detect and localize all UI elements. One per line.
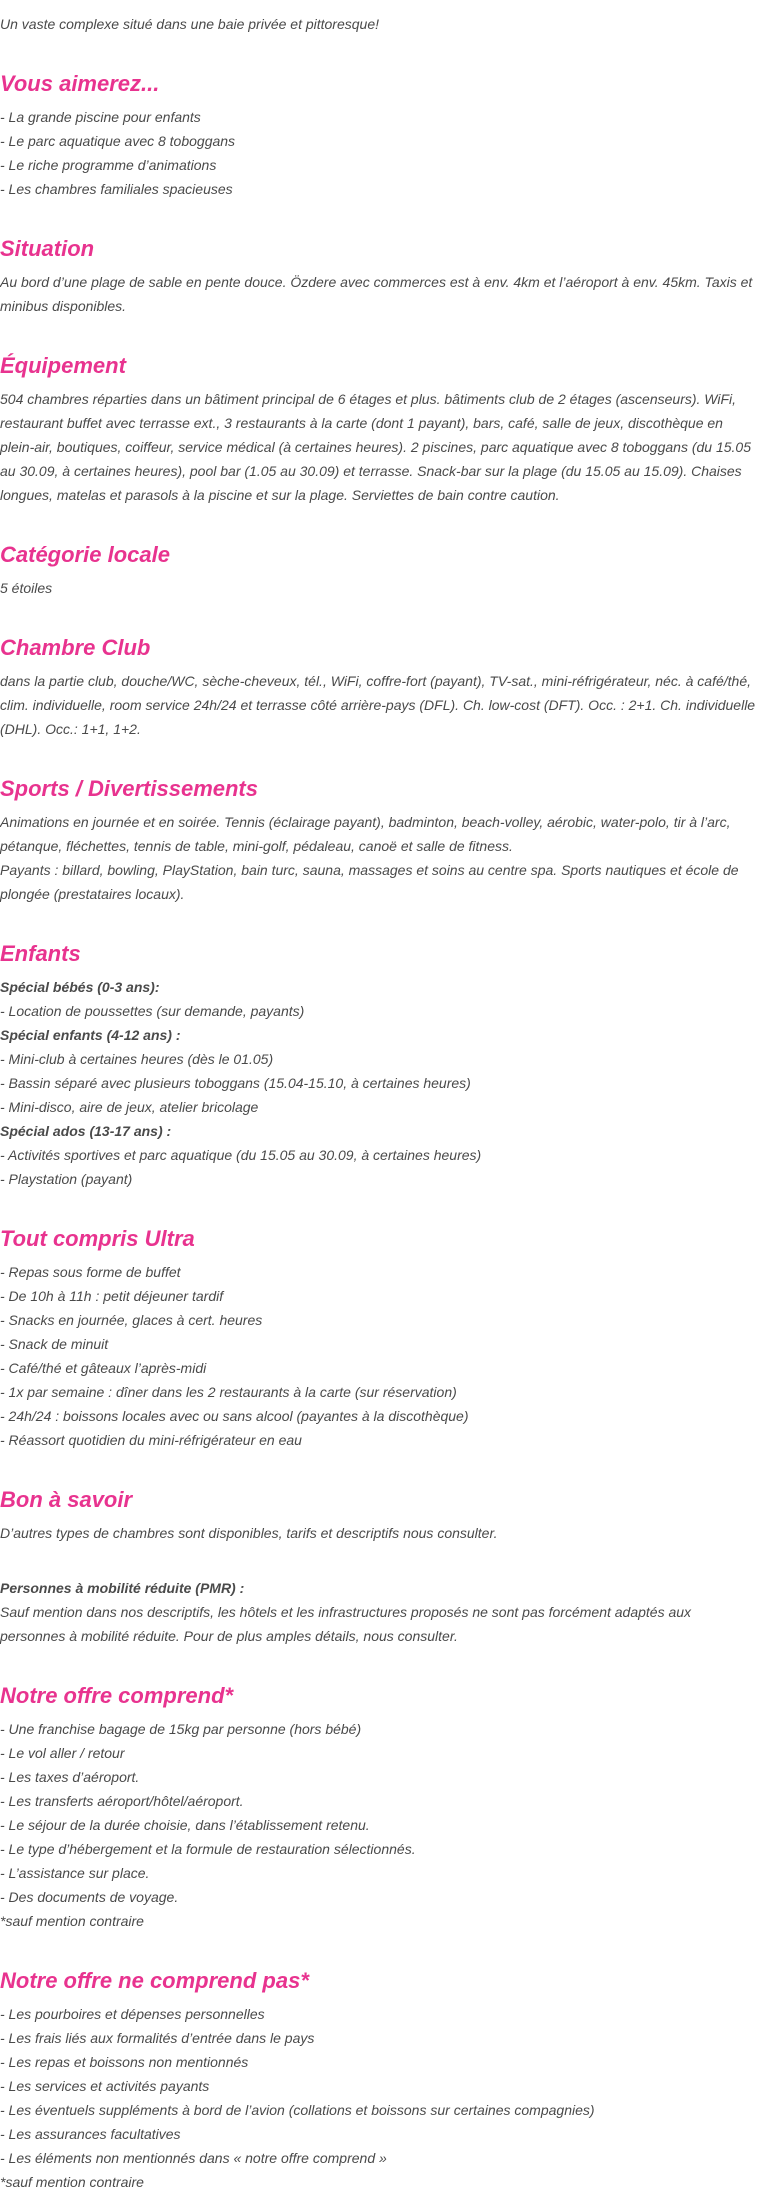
list-item: - 24h/24 : boissons locales avec ou sans alcool (payantes à la discothèque) (0, 1408, 469, 1424)
section-highlights (0, 70, 758, 201)
list-item: - La grande piscine pour enfants (0, 109, 201, 125)
section-title: Vous aimerez... (0, 71, 160, 96)
section-text: 504 chambres réparties dans un bâtiment principal de 6 étages et plus. bâtiments club de 2 étages (ascenseurs). WiFi, restaurant buffet avec terrasse ext., 3 restaurants à la carte (dont 1 payant), bars, café, salle de jeux, discothèque en plein-air, boutiques, coiffeur, service médical (à certaines heures). 2 piscines, parc aquatique avec 8 toboggans (du 15.05 au 30.09, à certaines heures), pool bar (1.05 au 30.09) et terrasse. Snack-bar sur la plage (du 15.05 au 15.09). Chaises longues, matelas et parasols à la piscine et sur la plage. Serviettes de bain contre caution. (0, 391, 751, 503)
section-situation (0, 235, 758, 318)
list-item: - Les éléments non mentionnés dans « notre offre comprend » (0, 2150, 387, 2166)
list-item: - Les frais liés aux formalités d’entrée dans le pays (0, 2030, 315, 2046)
list-item: - Café/thé et gâteaux l’après-midi (0, 1360, 207, 1376)
list-item: - De 10h à 11h : petit déjeuner tardif (0, 1288, 224, 1304)
list-item: - Les assurances facultatives (0, 2126, 181, 2142)
list-item: - Snacks en journée, glaces à cert. heures (0, 1312, 263, 1328)
section-text: 5 étoiles (0, 580, 53, 596)
section-body (0, 975, 758, 1191)
section-text: Au bord d’une plage de sable en pente douce. Özdere avec commerces est à env. 4km et l’aéroport à env. 45km. Taxis et minibus disponibles. (0, 274, 753, 314)
section-body (0, 2002, 758, 2194)
list-item: - Les pourboires et dépenses personnelles (0, 2006, 265, 2022)
list-item: - Des documents de voyage. (0, 1889, 179, 1905)
paragraph: Sauf mention dans nos descriptifs, les hôtels et les infrastructures proposés ne sont pas forcément adaptés aux personnes à mobilité réduite. Pour de plus amples détails, nous consulter. (0, 1604, 692, 1644)
section-body (0, 1521, 758, 1648)
subheading: Spécial enfants (4-12 ans) : (0, 1027, 181, 1043)
paragraph: D’autres types de chambres sont disponibles, tarifs et descriptifs nous consulter. (0, 1525, 498, 1541)
list-item: - L’assistance sur place. (0, 1865, 150, 1881)
list-item: - Repas sous forme de buffet (0, 1264, 181, 1280)
section-offer-includes (0, 1682, 758, 1933)
list-item: - Snack de minuit (0, 1336, 109, 1352)
paragraph: Payants : billard, bowling, PlayStation, bain turc, sauna, massages et soins au centre spa. Sports nautiques et école de plongée (prestataires locaux). (0, 862, 739, 902)
section-children (0, 940, 758, 1191)
section-good-to-know (0, 1486, 758, 1648)
list-item: - Les transferts aéroport/hôtel/aéroport. (0, 1793, 244, 1809)
list-item: - 1x par semaine : dîner dans les 2 restaurants à la carte (sur réservation) (0, 1384, 457, 1400)
section-title: Enfants (0, 941, 81, 966)
subheading: Spécial ados (13-17 ans) : (0, 1123, 172, 1139)
list-item: - Le parc aquatique avec 8 toboggans (0, 133, 236, 149)
section-title: Tout compris Ultra (0, 1226, 195, 1251)
section-offer-excludes (0, 1967, 758, 2194)
subheading: Spécial bébés (0-3 ans): (0, 979, 160, 995)
section-title: Sports / Divertissements (0, 776, 258, 801)
section-all-inclusive (0, 1225, 758, 1452)
list-item: - Les taxes d’aéroport. (0, 1769, 140, 1785)
section-body (0, 1717, 758, 1933)
footnote: *sauf mention contraire (0, 2174, 144, 2190)
list-item: - Une franchise bagage de 15kg par personne (hors bébé) (0, 1721, 362, 1737)
list-item: - Le type d’hébergement et la formule de restauration sélectionnés. (0, 1841, 416, 1857)
section-room (0, 634, 758, 741)
list-item: - Le séjour de la durée choisie, dans l’établissement retenu. (0, 1817, 370, 1833)
section-title: Catégorie locale (0, 542, 170, 567)
section-text: dans la partie club, douche/WC, sèche-cheveux, tél., WiFi, coffre-fort (payant), TV-sat., mini-réfrigérateur, néc. à café/thé, clim. individuelle, room service 24h/24 et terrasse côté arrière-pays (DFL). Ch. low-cost (DFT). Occ. : 2+1. Ch. individuelle (DHL). Occ.: 1+1, 1+2. (0, 673, 756, 737)
intro-text: Un vaste complexe situé dans une baie privée et pittoresque! (0, 16, 380, 32)
section-title: Équipement (0, 353, 126, 378)
list-item: - Playstation (payant) (0, 1171, 133, 1187)
list-item: - Les repas et boissons non mentionnés (0, 2054, 249, 2070)
subheading: Personnes à mobilité réduite (PMR) : (0, 1580, 245, 1596)
section-title: Bon à savoir (0, 1487, 133, 1512)
section-category (0, 541, 758, 600)
section-title: Notre offre comprend* (0, 1683, 234, 1708)
list-item: - Réassort quotidien du mini-réfrigérateur en eau (0, 1432, 302, 1448)
list-item: - Location de poussettes (sur demande, payants) (0, 1003, 305, 1019)
footnote: *sauf mention contraire (0, 1913, 144, 1929)
section-body (0, 810, 758, 906)
section-sports (0, 775, 758, 906)
section-body (0, 105, 758, 201)
spacer (0, 1545, 758, 1576)
list-item: - Activités sportives et parc aquatique (du 15.05 au 30.09, à certaines heures) (0, 1147, 482, 1163)
list-item: - Mini-club à certaines heures (dès le 01.05) (0, 1051, 274, 1067)
paragraph: Animations en journée et en soirée. Tennis (éclairage payant), badminton, beach-volley, aérobic, water-polo, tir à l’arc, pétanque, fléchettes, tennis de table, mini-golf, pédaleau, canoë et salle de fitness. (0, 814, 731, 854)
section-equipment (0, 352, 758, 507)
list-item: - Les chambres familiales spacieuses (0, 181, 233, 197)
list-item: - Le riche programme d’animations (0, 157, 217, 173)
list-item: - Les éventuels suppléments à bord de l’avion (collations et boissons sur certaines compagnies) (0, 2102, 595, 2118)
list-item: - Les services et activités payants (0, 2078, 210, 2094)
section-body (0, 1260, 758, 1452)
section-title: Situation (0, 236, 95, 261)
section-title: Chambre Club (0, 635, 151, 660)
section-title: Notre offre ne comprend pas* (0, 1968, 309, 1993)
list-item: - Le vol aller / retour (0, 1745, 125, 1761)
list-item: - Mini-disco, aire de jeux, atelier bricolage (0, 1099, 259, 1115)
list-item: - Bassin séparé avec plusieurs toboggans (15.04-15.10, à certaines heures) (0, 1075, 471, 1091)
